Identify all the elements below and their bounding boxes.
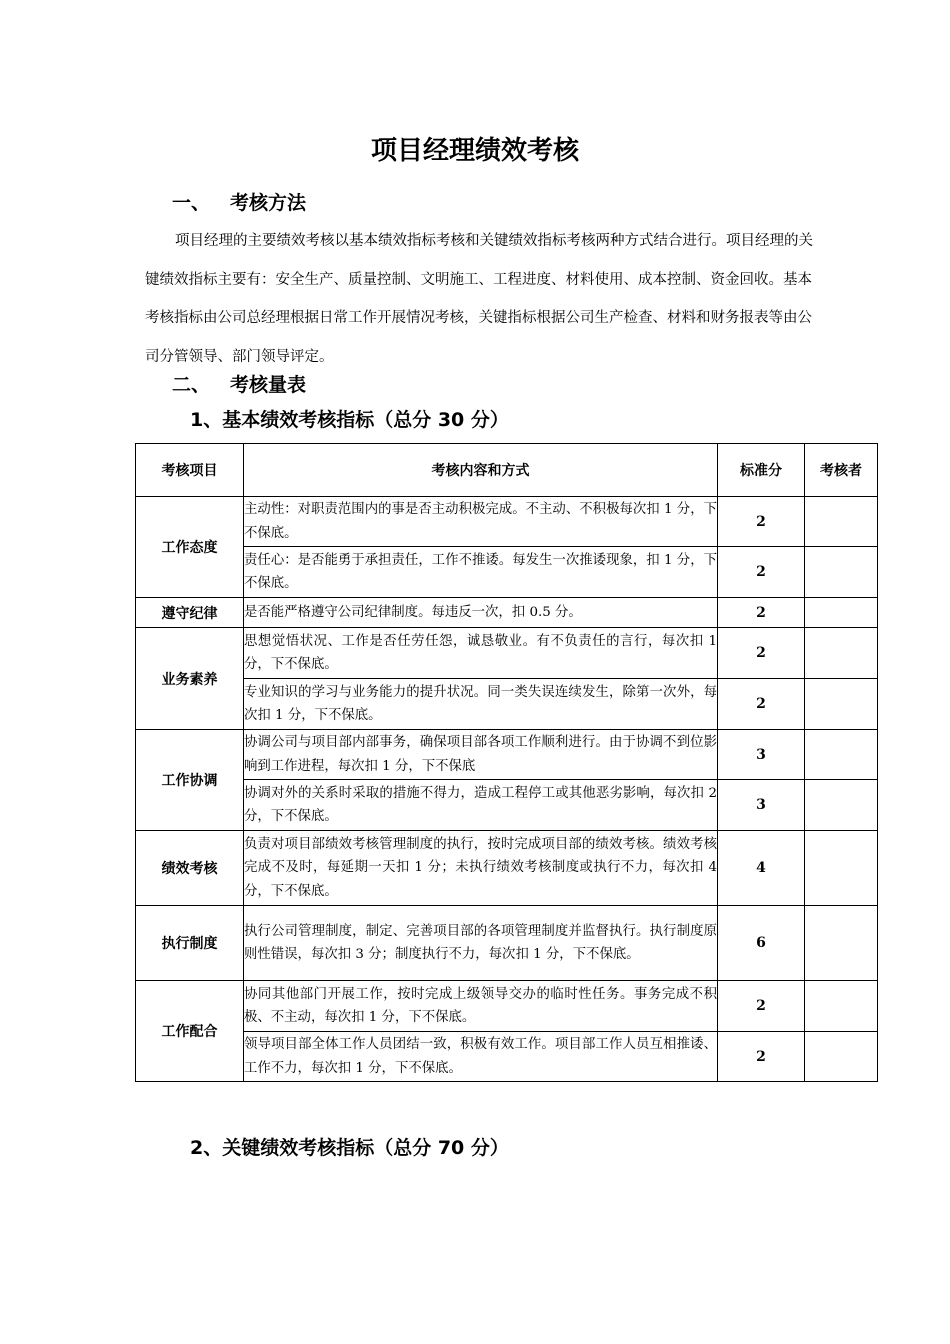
- table-row: [136, 906, 878, 981]
- section-number: 一、: [172, 192, 211, 214]
- content-cell: 协调公司与项目部内部事务，确保项目部各项工作顺利进行。由于协调不到位影响到工作进程，每次扣 1 分，下不保底: [244, 730, 718, 780]
- paragraph-text: 项目经理的主要绩效考核以基本绩效指标考核和关键绩效指标考核两种方式结合进行。项目经理的关键绩效指标主要有：安全生产、质量控制、文明施工、工程进度、材料使用、成本控制、资金回收。基本考核指标由公司总经理根据日常工作开展情况考核，关键指标根据公司生产检查、材料和财务报表等由公司分管领导、部门领导评定。: [145, 233, 813, 365]
- table-row: [136, 547, 878, 598]
- item-cell: 业务素养: [136, 628, 244, 730]
- content-cell: 专业知识的学习与业务能力的提升状况。同一类失误连续发生，除第一次外，每次扣 1 分，下不保底。: [244, 679, 718, 730]
- score-cell: 2: [718, 497, 805, 547]
- table-row: [136, 780, 878, 831]
- subsection-heading-key: 2、关键绩效考核指标（总分 70 分）: [190, 1137, 509, 1159]
- content-cell: 协同其他部门开展工作，按时完成上级领导交办的临时性任务。事务完成不积极、不主动，每次扣 1 分，下不保底。: [244, 981, 718, 1032]
- subsection-heading-basic: 1、基本绩效考核指标（总分 30 分）: [190, 409, 509, 431]
- assessor-cell[interactable]: [805, 780, 878, 831]
- assessor-cell[interactable]: [805, 730, 878, 780]
- header-content: 考核内容和方式: [244, 444, 718, 497]
- item-cell: 工作配合: [136, 981, 244, 1082]
- score-cell: 2: [718, 1032, 805, 1082]
- section-number: 二、: [172, 374, 211, 396]
- score-cell: 2: [718, 981, 805, 1032]
- table-row: [136, 1032, 878, 1082]
- score-cell: 2: [718, 598, 805, 628]
- assessor-cell[interactable]: [805, 598, 878, 628]
- score-cell: 2: [718, 547, 805, 598]
- content-cell: 领导项目部全体工作人员团结一致，积极有效工作。项目部工作人员互相推诿、工作不力，每次扣 1 分，下不保底。: [244, 1032, 718, 1082]
- assessor-cell[interactable]: [805, 1032, 878, 1082]
- assessor-cell[interactable]: [805, 906, 878, 981]
- section-title: 考核方法: [230, 192, 307, 214]
- table-row: [136, 628, 878, 679]
- item-cell: 执行制度: [136, 906, 244, 981]
- header-standard-score: 标准分: [718, 444, 805, 497]
- assessor-cell[interactable]: [805, 679, 878, 730]
- score-cell: 6: [718, 906, 805, 981]
- score-cell: 2: [718, 628, 805, 679]
- table-row: [136, 598, 878, 628]
- item-cell: 工作态度: [136, 497, 244, 598]
- assessor-cell[interactable]: [805, 831, 878, 906]
- item-cell: 遵守纪律: [136, 598, 244, 628]
- method-paragraph: [145, 222, 825, 376]
- content-cell: 执行公司管理制度，制定、完善项目部的各项管理制度并监督执行。执行制度原则性错误，每次扣 3 分；制度执行不力，每次扣 1 分，下不保底。: [244, 906, 718, 981]
- header-item: 考核项目: [136, 444, 244, 497]
- table-row: [136, 679, 878, 730]
- table-row: [136, 831, 878, 906]
- score-cell: 4: [718, 831, 805, 906]
- item-cell: 工作协调: [136, 730, 244, 831]
- content-cell: 思想觉悟状况、工作是否任劳任怨，诚恳敬业。有不负责任的言行，每次扣 1 分，下不保底。: [244, 628, 718, 679]
- score-cell: 2: [718, 679, 805, 730]
- assessor-cell[interactable]: [805, 628, 878, 679]
- assessor-cell[interactable]: [805, 547, 878, 598]
- table-row: [136, 981, 878, 1032]
- content-cell: 是否能严格遵守公司纪律制度。每违反一次，扣 0.5 分。: [244, 598, 718, 628]
- score-cell: 3: [718, 780, 805, 831]
- table-row: [136, 730, 878, 780]
- table-header-row: [136, 444, 878, 497]
- document-title: 项目经理绩效考核: [370, 136, 579, 166]
- assessor-cell[interactable]: [805, 981, 878, 1032]
- basic-kpi-table: [135, 443, 878, 1082]
- item-cell: 绩效考核: [136, 831, 244, 906]
- content-cell: 协调对外的关系时采取的措施不得力，造成工程停工或其他恶劣影响，每次扣 2 分，下不保底。: [244, 780, 718, 831]
- table-row: [136, 497, 878, 547]
- section-title: 考核量表: [230, 374, 307, 396]
- content-cell: 责任心：是否能勇于承担责任，工作不推诿。每发生一次推诿现象，扣 1 分，下不保底。: [244, 547, 718, 598]
- content-cell: 主动性：对职责范围内的事是否主动积极完成。不主动、不积极每次扣 1 分，下不保底。: [244, 497, 718, 547]
- content-cell: 负责对项目部绩效考核管理制度的执行，按时完成项目部的绩效考核。绩效考核完成不及时，每延期一天扣 1 分；未执行绩效考核制度或执行不力，每次扣 4 分，下不保底。: [244, 831, 718, 906]
- score-cell: 3: [718, 730, 805, 780]
- assessor-cell[interactable]: [805, 497, 878, 547]
- section-heading-method: [172, 188, 306, 215]
- header-assessor: 考核者: [805, 444, 878, 497]
- section-heading-scale: [172, 370, 306, 397]
